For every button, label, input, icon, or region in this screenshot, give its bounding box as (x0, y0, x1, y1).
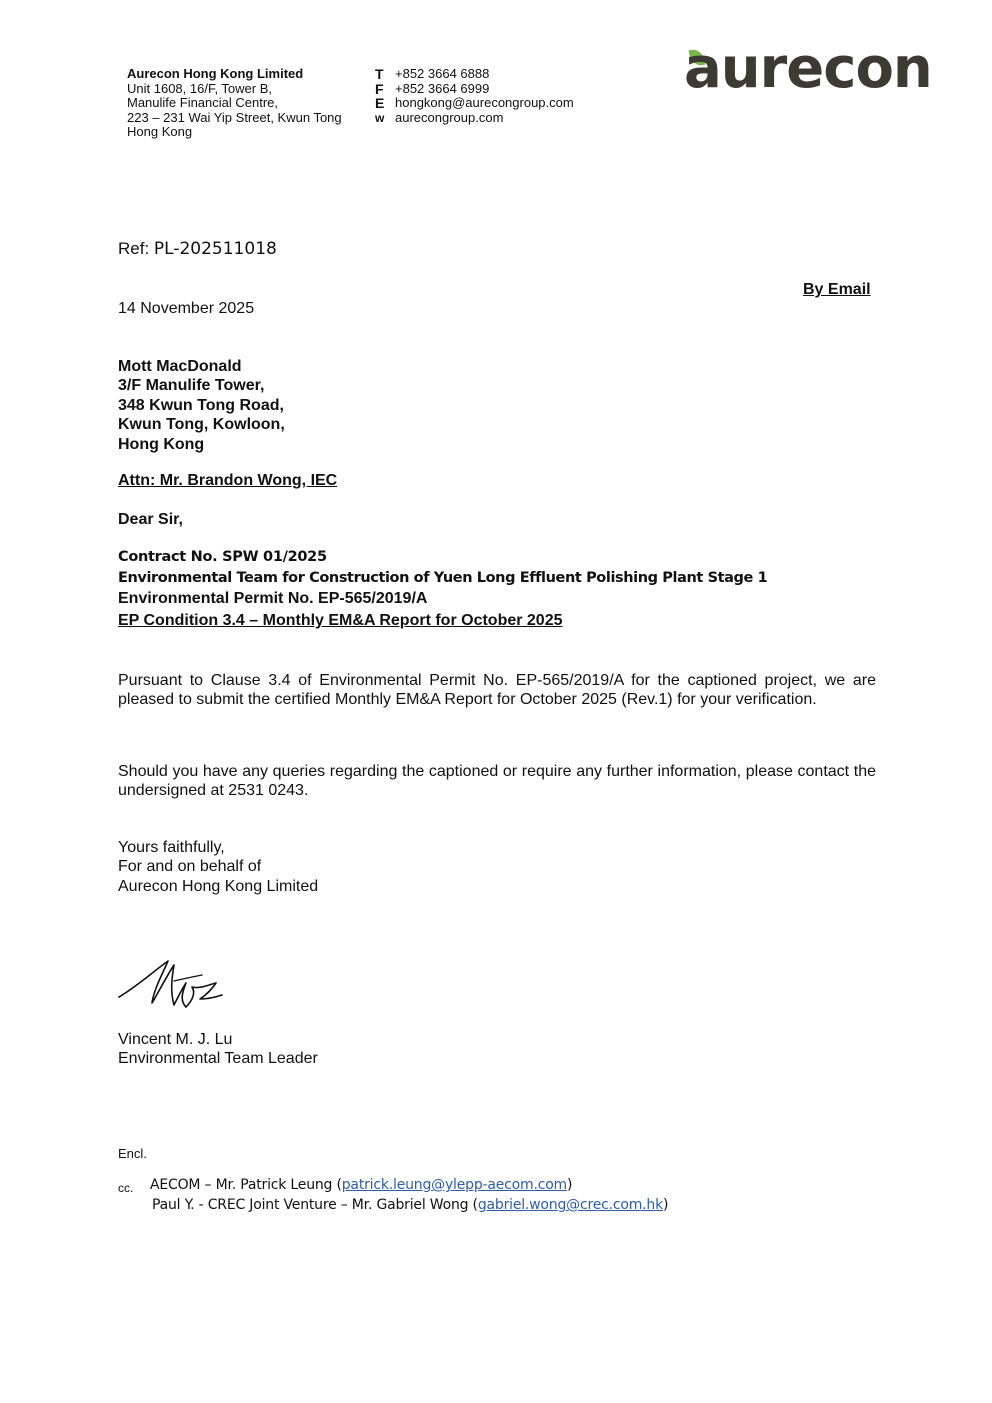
subject-contract: Contract No. SPW 01/2025 (118, 549, 327, 565)
contact-fax (375, 82, 574, 97)
signature (116, 955, 226, 1015)
body-paragraph: Pursuant to Clause 3.4 of Environmental Permit No. EP-565/2019/A for the captioned project, we are pleased to submit the certified Monthly EM&A Report for October 2025 (Rev.1) for your verification. (118, 672, 876, 708)
recipient-line: Mott MacDonald (118, 358, 242, 375)
contact-key: w (375, 110, 385, 125)
ref-label: Ref: (118, 239, 150, 258)
closing (118, 838, 318, 896)
contact-key: F (375, 80, 384, 97)
recipient-line: Kwun Tong, Kowloon, (118, 416, 285, 434)
reference (118, 239, 277, 259)
contact-value[interactable]: aurecongroup.com (395, 109, 504, 125)
contact-website (375, 111, 574, 126)
sender-address-line: Unit 1608, 16/F, Tower B, (127, 80, 273, 96)
sender-company: Aurecon Hong Kong Limited (127, 66, 304, 81)
ref-number: PL-202511018 (153, 239, 277, 259)
cc-email-link[interactable]: gabriel.wong@crec.com.hk (477, 1197, 663, 1213)
body-paragraph: Should you have any queries regarding the captioned or require any further information, please contact the undersigned at 2531 0243. (118, 763, 876, 799)
sender-address-line: Hong Kong (127, 124, 193, 139)
subject-project: Environmental Team for Construction of Yuen Long Effluent Polishing Plant Stage 1 (118, 570, 768, 586)
sender-address (127, 67, 342, 140)
recipient-line: 3/F Manulife Tower, (118, 377, 265, 395)
recipient-address (118, 357, 285, 454)
closing-line: Aurecon Hong Kong Limited (118, 877, 319, 895)
contact-phone (375, 67, 574, 82)
salutation: Dear Sir, (118, 511, 183, 528)
signer (118, 1030, 318, 1069)
logo-wordmark: aurecon (684, 36, 932, 101)
sender-address-line: 223 – 231 Wai Yip Street, Kwun Tong (127, 109, 342, 125)
subject-permit: Environmental Permit No. EP-565/2019/A (118, 590, 428, 607)
cc-email-link[interactable]: patrick.leung@ylepp-aecom.com (341, 1177, 567, 1193)
cc-recipient: AECOM – Mr. Patrick Leung ( (150, 1177, 342, 1193)
delivery-method: By Email (803, 281, 871, 298)
contact-value: +852 3664 6888 (395, 66, 490, 81)
contact-value[interactable]: hongkong@aurecongroup.com (395, 95, 574, 110)
signer-name: Vincent M. J. Lu (118, 1031, 233, 1048)
cc-recipient: Paul Y. - CREC Joint Venture – Mr. Gabriel Wong ( (152, 1197, 478, 1213)
signer-title: Environmental Team Leader (118, 1050, 318, 1068)
contact-email (375, 96, 574, 111)
contact-key: E (375, 95, 385, 111)
aurecon-logo (684, 36, 949, 114)
cc-close: ) (663, 1197, 669, 1213)
cc-label: cc. (118, 1181, 134, 1195)
sender-address-line: Manulife Financial Centre, (127, 95, 279, 110)
contact-value: +852 3664 6999 (395, 80, 490, 96)
cc-entry (150, 1177, 572, 1193)
recipient-line: 348 Kwun Tong Road, (118, 396, 284, 414)
subject-condition: EP Condition 3.4 – Monthly EM&A Report for October 2025 (118, 612, 563, 629)
cc-entry (152, 1197, 668, 1213)
letter-date: 14 November 2025 (118, 300, 255, 317)
recipient-line: Hong Kong (118, 435, 205, 453)
contact-key: T (375, 66, 384, 82)
closing-line: Yours faithfully, (118, 839, 225, 856)
closing-line: For and on behalf of (118, 858, 262, 876)
attention-line: Attn: Mr. Brandon Wong, IEC (118, 472, 338, 489)
enclosure-label: Encl. (118, 1146, 147, 1161)
contact-details (375, 67, 574, 125)
cc-close: ) (567, 1177, 573, 1193)
